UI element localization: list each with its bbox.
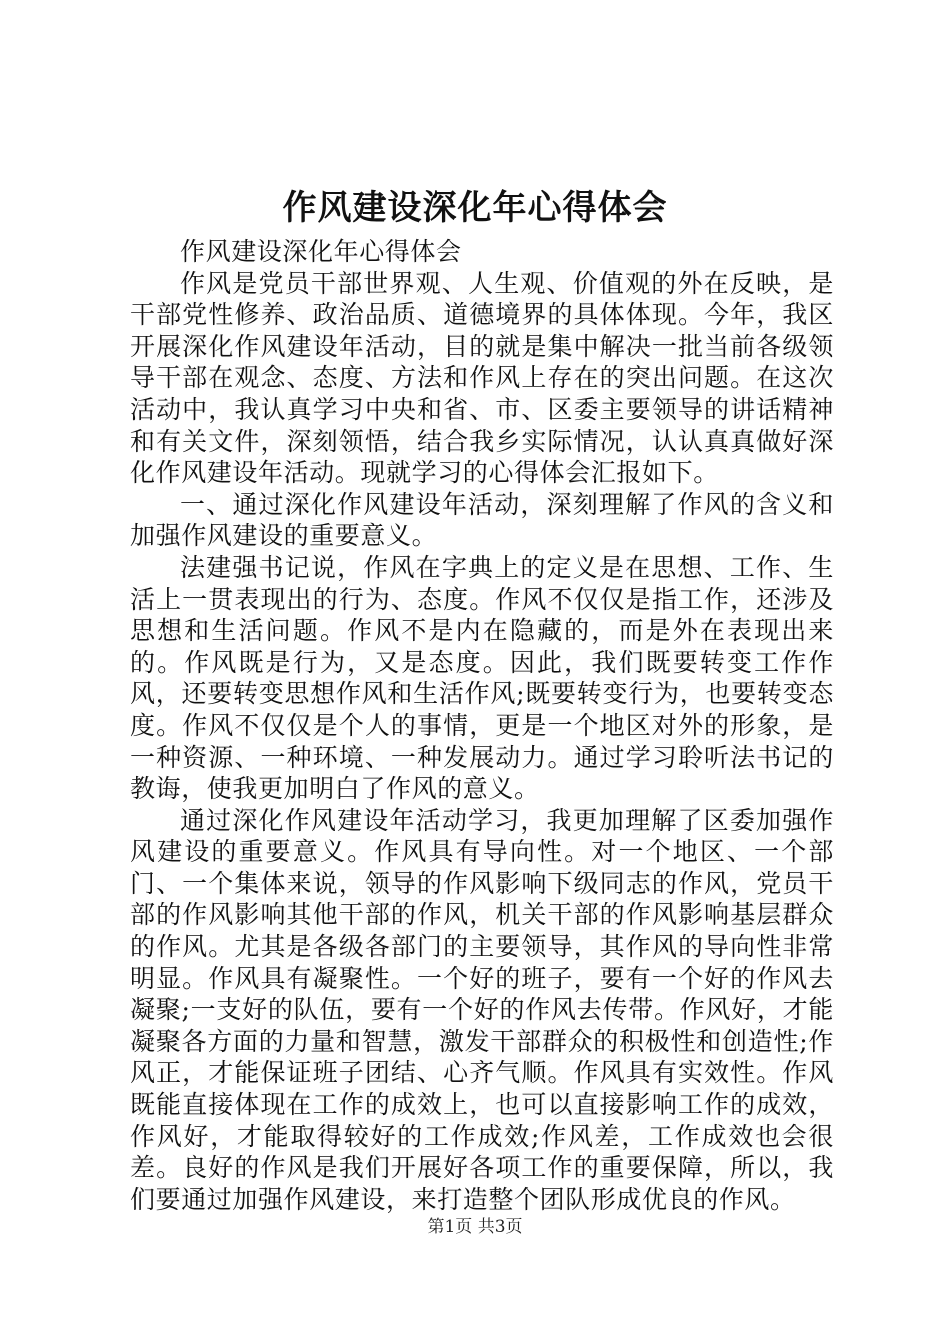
document-title: 作风建设深化年心得体会 <box>282 188 668 228</box>
paragraph-body: 法建强书记说，作风在字典上的定义是在思想、工作、生活上一贯表现出的行为、态度。作风不仅仅是指工作，还涉及思想和生活问题。作风不是内在隐藏的，而是外在表现出来的。作风既是行为，又是态度。因此，我们既要转变工作作风，还要转变思想作风和生活作风;既要转变行为，也要转变态度。作风不仅仅是个人的事情，更是一个地区对外的形象，是一种资源、一种环境、一种发展动力。通过学习聆听法书记的教诲，使我更加明白了作风的意义。 <box>130 552 834 804</box>
page-footer: 第1页 共3页 <box>427 1217 523 1237</box>
document-body <box>130 236 834 1215</box>
paragraph-body: 通过深化作风建设年活动学习，我更加理解了区委加强作风建设的重要意义。作风具有导向性。对一个地区、一个部门、一个集体来说，领导的作风影响下级同志的作风，党员干部的作风影响其他干部的作风，机关干部的作风影响基层群众的作风。尤其是各级各部门的主要领导，其作风的导向性非常明显。作风具有凝聚性。一个好的班子，要有一个好的作风去凝聚;一支好的队伍，要有一个好的作风去传带。作风好，才能凝聚各方面的力量和智慧，激发干部群众的积极性和创造性;作风正，才能保证班子团结、心齐气顺。作风具有实效性。作风既能直接体现在工作的成效上，也可以直接影响工作的成效，作风好，才能取得较好的工作成效;作风差，工作成效也会很差。良好的作风是我们开展好各项工作的重要保障，所以，我们要通过加强作风建设，来打造整个团队形成优良的作风。 <box>130 805 834 1214</box>
paragraph-section-heading: 一、通过深化作风建设年活动，深刻理解了作风的含义和加强作风建设的重要意义。 <box>130 489 834 551</box>
paragraph-subtitle: 作风建设深化年心得体会 <box>180 237 462 266</box>
paragraph-intro: 作风是党员干部世界观、人生观、价值观的外在反映，是干部党性修养、政治品质、道德境界的具体体现。今年，我区开展深化作风建设年活动，目的就是集中解决一批当前各级领导干部在观念、态度、方法和作风上存在的突出问题。在这次活动中，我认真学习中央和省、市、区委主要领导的讲话精神和有关文件，深刻领悟，结合我乡实际情况，认认真真做好深化作风建设年活动。现就学习的心得体会汇报如下。 <box>130 268 834 488</box>
